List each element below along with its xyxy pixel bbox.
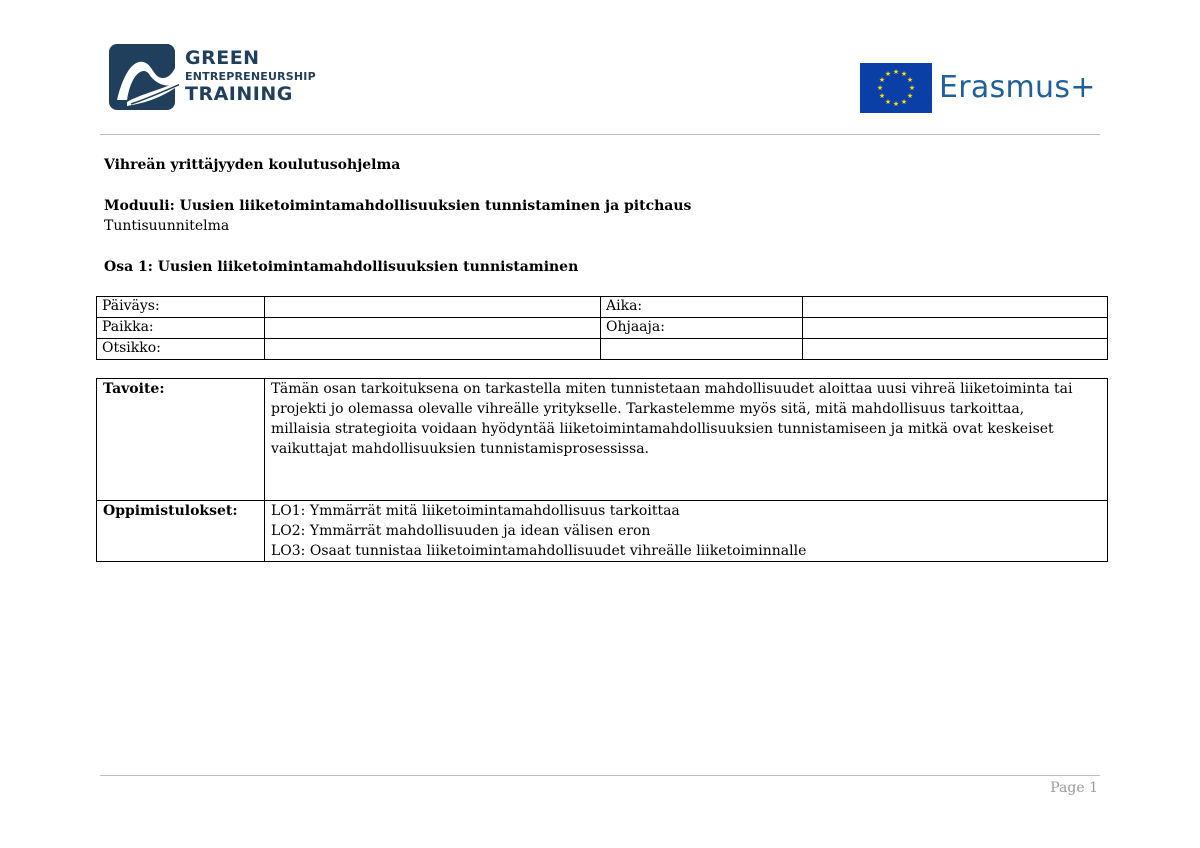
logo-line-entrepreneurship: ENTREPRENEURSHIP [185, 70, 316, 83]
logo-wordmark [185, 49, 316, 104]
svg-text:★: ★ [906, 92, 914, 100]
empty-cell [803, 339, 1108, 360]
goals-table [96, 378, 1108, 562]
svg-text:★: ★ [884, 98, 892, 106]
document-type: Tuntisuunnitelma [104, 218, 230, 234]
goal-line: Tämän osan tarkoituksena on tarkastella miten tunnistetaan mahdollisuudet aloittaa uusi vihreä liiketoiminta tai [271, 381, 1073, 397]
erasmus-plus-logo [860, 63, 1105, 113]
svg-text:★: ★ [878, 76, 886, 84]
outcomes-list [265, 501, 1108, 562]
svg-text:★: ★ [878, 92, 886, 100]
learning-outcome: LO1: Ymmärrät mitä liiketoimintamahdollisuus tarkoittaa [271, 503, 680, 519]
svg-text:★: ★ [900, 70, 908, 78]
footer-divider [100, 775, 1100, 776]
goal-line: projekti jo olemassa olevalle vihreälle yritykselle. Tarkastelemme myös sitä, mitä mahdollisuus tarkoittaa, [271, 401, 1025, 417]
svg-text:★: ★ [892, 100, 900, 108]
section-title: Osa 1: Uusien liiketoimintamahdollisuuksien tunnistaminen [104, 259, 579, 275]
table-row [97, 379, 1108, 501]
goal-line: millaisia strategioita voidaan hyödyntää liiketoimintamahdollisuuksien tunnistamiseen ja mitkä ovat keskeiset [271, 421, 1054, 437]
green-entrepreneurship-logo [109, 44, 349, 114]
table-row [97, 318, 1108, 339]
svg-text:★: ★ [876, 84, 884, 92]
svg-text:★: ★ [892, 68, 900, 76]
learning-outcome: LO3: Osaat tunnistaa liiketoimintamahdollisuudet vihreälle liiketoiminnalle [271, 543, 807, 559]
time-label: Aika: [601, 297, 803, 318]
place-label: Paikka: [97, 318, 265, 339]
session-info-table [96, 296, 1108, 360]
goal-text [265, 379, 1108, 501]
goal-line: vaikuttajat mahdollisuuksien tunnistamisprosessissa. [271, 441, 649, 457]
logo-line-training: TRAINING [185, 83, 293, 105]
outcomes-label: Oppimistulokset: [97, 501, 265, 562]
empty-cell [601, 339, 803, 360]
erasmus-wordmark: Erasmus+ [939, 70, 1096, 105]
logo-line-green: GREEN [185, 47, 260, 69]
eu-flag-icon [860, 63, 932, 113]
heading-value[interactable] [265, 339, 601, 360]
date-value[interactable] [265, 297, 601, 318]
time-value[interactable] [803, 297, 1108, 318]
page-number: Page 1 [1050, 780, 1098, 796]
module-title: Moduuli: Uusien liiketoimintamahdollisuuksien tunnistaminen ja pitchaus [104, 198, 692, 214]
heading-label: Otsikko: [97, 339, 265, 360]
learning-outcome: LO2: Ymmärrät mahdollisuuden ja idean välisen eron [271, 523, 651, 539]
green-entrepreneurship-emblem-icon [109, 44, 179, 114]
table-row [97, 501, 1108, 562]
table-row [97, 339, 1108, 360]
svg-text:★: ★ [908, 84, 916, 92]
place-value[interactable] [265, 318, 601, 339]
instructor-label: Ohjaaja: [601, 318, 803, 339]
instructor-value[interactable] [803, 318, 1108, 339]
svg-text:★: ★ [900, 98, 908, 106]
table-row [97, 297, 1108, 318]
svg-text:★: ★ [884, 70, 892, 78]
svg-text:★: ★ [906, 76, 914, 84]
program-title: Vihreän yrittäjyyden koulutusohjelma [104, 157, 401, 173]
date-label: Päiväys: [97, 297, 265, 318]
header-divider [100, 134, 1100, 135]
goal-label: Tavoite: [97, 379, 265, 501]
